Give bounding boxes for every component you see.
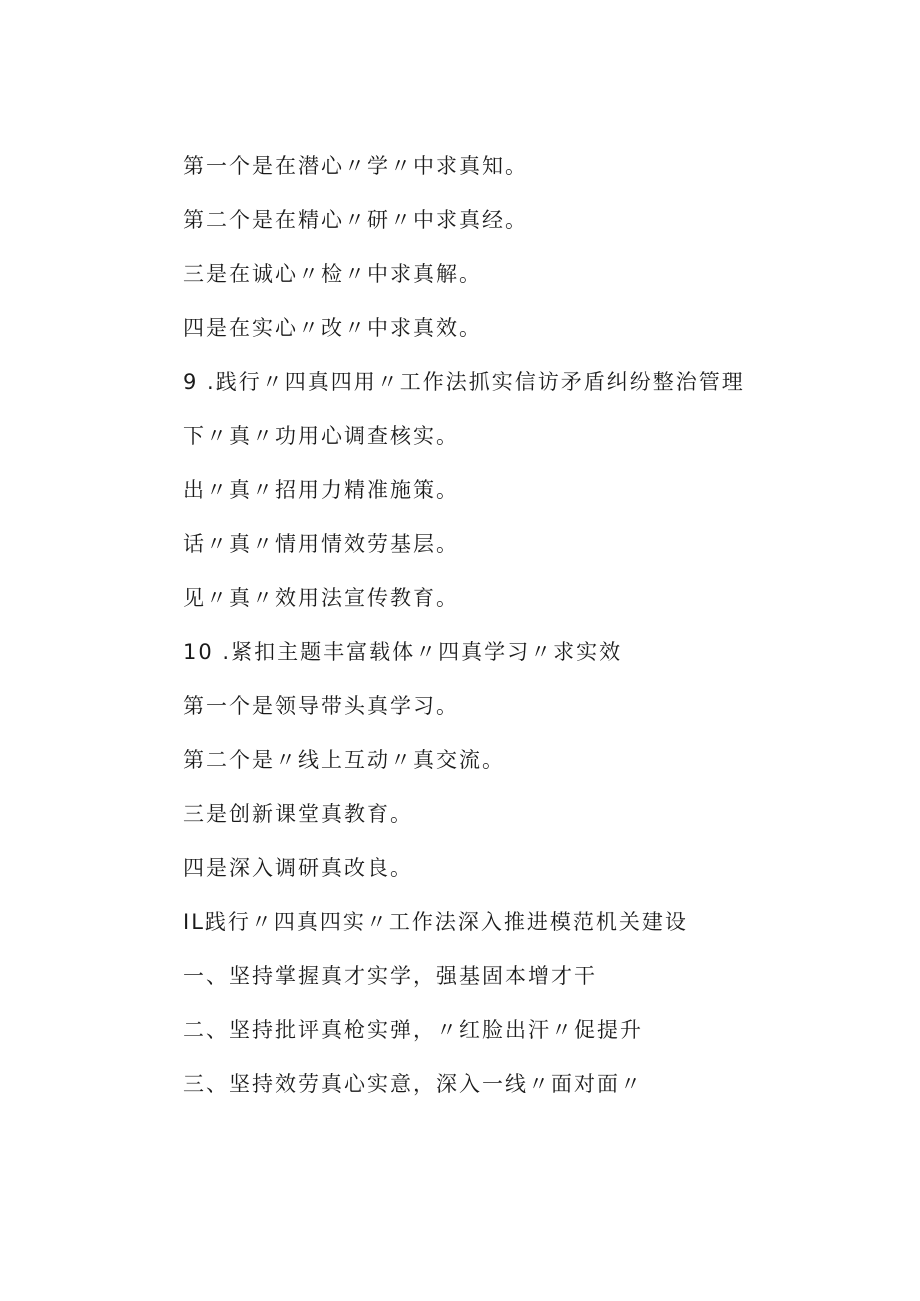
text-line: 第一个是领导带头真学习。 bbox=[183, 694, 459, 718]
text-line: 第一个是在潜心〃学〃中求真知。 bbox=[183, 154, 528, 178]
text-line: 四是深入调研真改良。 bbox=[183, 856, 413, 880]
text-line: 一、坚持掌握真才实学，强基固本增才干 bbox=[183, 964, 597, 988]
text-line: 第二个是在精心〃研〃中求真经。 bbox=[183, 208, 528, 232]
section-heading: 9 .践行〃四真四用〃工作法抓实信访矛盾纠纷整治管理 bbox=[183, 370, 745, 394]
text-line: 三是在诚心〃检〃中求真解。 bbox=[183, 262, 482, 286]
document-body bbox=[183, 148, 863, 1120]
text-line: 二、坚持批评真枪实弹，〃红脸出汗〃促提升 bbox=[183, 1018, 643, 1042]
text-line: 出〃真〃招用力精准施策。 bbox=[183, 478, 459, 502]
section-heading: IL践行〃四真四实〃工作法深入推进模范机关建设 bbox=[183, 910, 688, 934]
text-line: 三、坚持效劳真心实意，深入一线〃面对面〃 bbox=[183, 1072, 643, 1096]
text-line: 三是创新课堂真教育。 bbox=[183, 802, 413, 826]
text-line: 见〃真〃效用法宣传教育。 bbox=[183, 586, 459, 610]
text-line: 第二个是〃线上互动〃真交流。 bbox=[183, 748, 505, 772]
section-heading: 10 .紧扣主题丰富载体〃四真学习〃求实效 bbox=[183, 640, 623, 664]
text-line: 四是在实心〃改〃中求真效。 bbox=[183, 316, 482, 340]
text-line: 下〃真〃功用心调查核实。 bbox=[183, 424, 459, 448]
text-line: 话〃真〃情用情效劳基层。 bbox=[183, 532, 459, 556]
